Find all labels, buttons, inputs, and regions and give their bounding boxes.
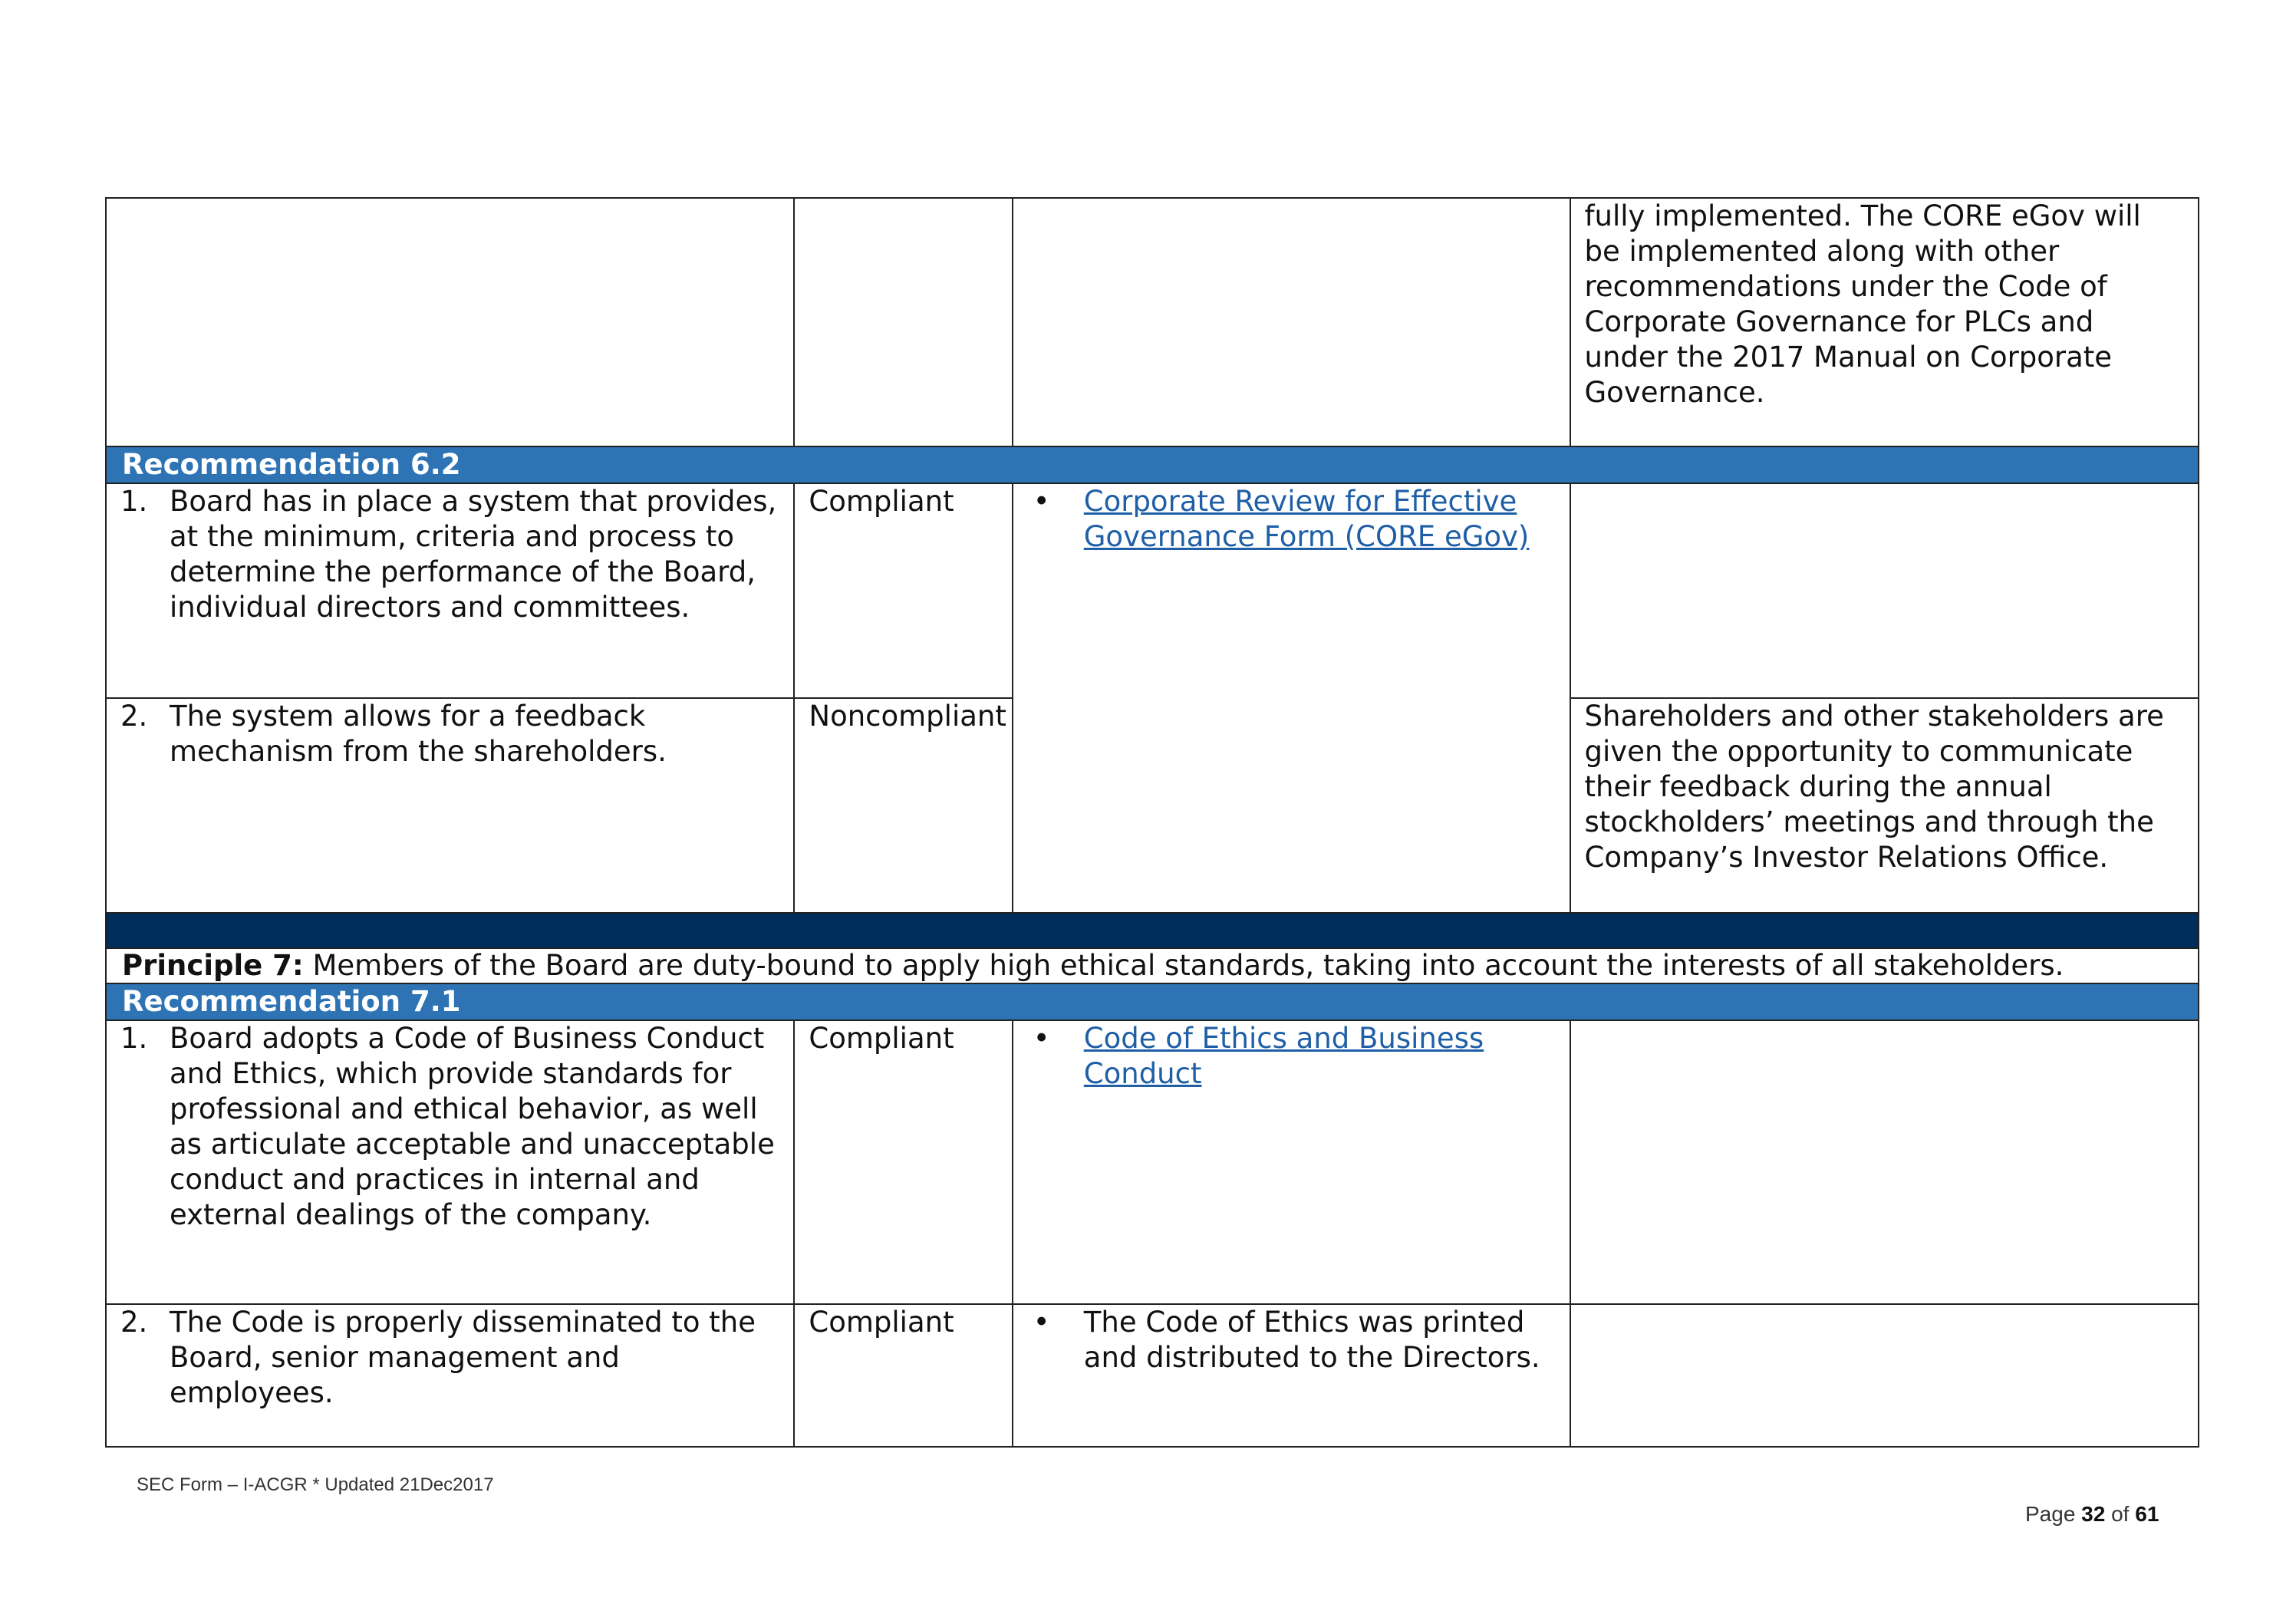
page-total: 61 — [2135, 1502, 2159, 1526]
page-of: of — [2105, 1502, 2136, 1526]
remarks-text: fully implemented. The CORE eGov will be implemented along with other recommendations under the Code of Corporate Governance for PLCs and under the 2017 Manual on Corporate Governance. — [1584, 199, 2141, 409]
bullet-icon: • — [1033, 485, 1050, 518]
table-row — [106, 483, 2199, 698]
status-cell — [794, 1304, 1012, 1447]
recommendation-heading: Recommendation 7.1 — [122, 985, 461, 1018]
status-cell — [794, 698, 1012, 913]
remarks-cell — [1570, 1020, 2199, 1304]
page-prefix: Page — [2025, 1502, 2082, 1526]
remarks-text: Shareholders and other stakeholders are given the opportunity to communicate their feedback during the annual stockholders’ meetings and through the Company’s Investor Relations Office. — [1584, 700, 2164, 874]
footer-form-label: SEC Form – I-ACGR * Updated 21Dec2017 — [137, 1474, 494, 1495]
item-number: 2. — [120, 700, 148, 733]
recommendation-cell — [106, 698, 794, 913]
remarks-cell — [1570, 198, 2199, 446]
compliance-status: Noncompliant — [809, 700, 1006, 733]
item-text: Board adopts a Code of Business Conduct and Ethics, which provide standards for professional and ethical behavior, as well as articulate acceptable and unacceptable conduct and practices in internal and external dealings of the company. — [170, 1022, 775, 1231]
principle-cell — [106, 948, 2199, 983]
item-number: 1. — [120, 485, 148, 518]
reference-cell — [1013, 198, 1570, 446]
reference-cell — [1013, 483, 1570, 913]
principle-separator — [106, 913, 2199, 948]
reference-cell — [1013, 1020, 1570, 1304]
status-cell — [794, 198, 1012, 446]
item-number: 2. — [120, 1306, 148, 1339]
remarks-cell — [1570, 1304, 2199, 1447]
status-cell — [794, 483, 1012, 698]
recommendation-cell — [106, 1304, 794, 1447]
page-number — [2025, 1502, 2159, 1527]
reference-text: The Code of Ethics was printed and distributed to the Directors. — [1083, 1306, 1540, 1374]
principle-7-row — [106, 948, 2199, 983]
item-text: The Code is properly disseminated to the Board, senior management and employees. — [170, 1306, 756, 1409]
recommendation-cell — [106, 1020, 794, 1304]
acgr-table — [105, 197, 2199, 1448]
table-row — [106, 198, 2199, 446]
compliance-status: Compliant — [809, 1022, 954, 1055]
table-row — [106, 1304, 2199, 1447]
recommendation-cell — [106, 483, 794, 698]
code-of-ethics-link[interactable]: Code of Ethics and Business Conduct — [1083, 1022, 1484, 1090]
recommendation-cell — [106, 198, 794, 446]
core-egov-link[interactable]: Corporate Review for Effective Governance Form (CORE eGov) — [1083, 485, 1530, 553]
reference-cell — [1013, 1304, 1570, 1447]
item-text: The system allows for a feedback mechanism from the shareholders. — [170, 700, 667, 768]
bullet-icon: • — [1033, 1306, 1050, 1339]
page-current: 32 — [2081, 1502, 2106, 1526]
bullet-icon: • — [1033, 1022, 1050, 1055]
remarks-cell — [1570, 483, 2199, 698]
principle-text: Members of the Board are duty-bound to apply high ethical standards, taking into account the interests of all stakeholders. — [303, 949, 2064, 982]
table-row — [106, 1020, 2199, 1304]
principle-label: Principle 7: — [122, 949, 304, 982]
recommendation-heading: Recommendation 6.2 — [122, 448, 461, 481]
recommendation-7-1-header — [106, 983, 2199, 1020]
compliance-status: Compliant — [809, 485, 954, 518]
item-number: 1. — [120, 1022, 148, 1055]
compliance-status: Compliant — [809, 1306, 954, 1339]
recommendation-6-2-header — [106, 446, 2199, 483]
item-text: Board has in place a system that provides, at the minimum, criteria and process to determine the performance of the Board, individual directors and committees. — [170, 485, 777, 624]
remarks-cell — [1570, 698, 2199, 913]
status-cell — [794, 1020, 1012, 1304]
